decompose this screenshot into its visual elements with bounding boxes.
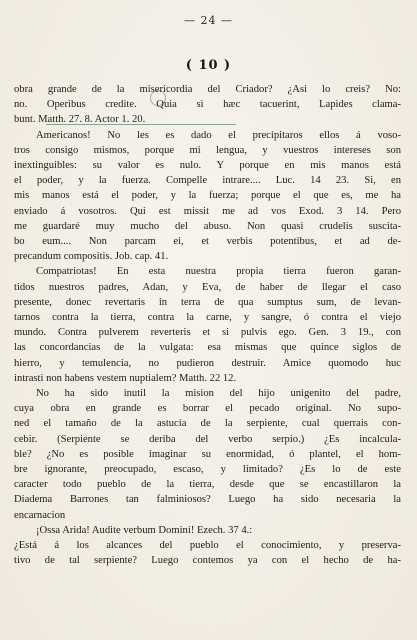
- text-line: inextinguibles: su valor es nulo. Y porque en mis manos está: [14, 160, 401, 172]
- text-line: Compatriotas! En esta nuestra propia tierra fueron garan-: [36, 266, 401, 278]
- text-line: tros consigo mismos, porque mi lengua, y vuestros intereses son: [14, 144, 401, 156]
- text-line: tidos nuestros padres, Adan, y Eva, de haber de llegar el caso: [14, 281, 401, 293]
- text-line: No ha sido inutil la mision del hijo unigenito del padre,: [36, 388, 401, 400]
- running-folio: — 24 —: [184, 14, 233, 27]
- text-line: el poder, y la fuerza. Compelle intrare.... Luc. 14 23. Si, en: [14, 175, 401, 187]
- page-number: ( 10 ): [185, 58, 232, 73]
- text-line: cebir. (Serpiente se deriba del verbo serpio.) ¿Es incalcula-: [14, 433, 401, 445]
- text-line: hierro, y temulencia, no pudieron destruir. Amice quomodo huc: [14, 357, 401, 369]
- text-line: encarnacion: [14, 509, 66, 521]
- text-line: enviado á vosotros. Qui est missit me ad vos Exod. 3 14. Pero: [14, 205, 401, 217]
- text-line: me guardaré muy mucho del abuso. Non quasi crudelis suscita-: [14, 220, 401, 232]
- text-line: obra grande de la misericordia del Criador? ¿Asi lo creis? No:: [14, 84, 401, 95]
- text-line: bunt. Matth. 27. 8. Actor 1. 20.: [14, 114, 146, 126]
- text-line: ¡Ossa Arida! Audite verbum Domini! Ezech. 37 4.:: [36, 524, 253, 536]
- text-line: ned el tamaño de la astucia de la serpiente, cual querrais con-: [14, 418, 401, 430]
- text-line: Diadema Barrones tan falminiosos? Luego ha sido necesaria la: [14, 494, 401, 506]
- text-line: tivo de tal serpiente? Luego contemos ya con el hecho de ha-: [14, 555, 401, 567]
- text-line: ¿Está á los alcances del pueblo el conocimiento, y preserva-: [14, 540, 401, 552]
- text-line: bo eum.... Non parcam ei, et verbis potentibus, et ad de-: [14, 236, 401, 248]
- text-line: cuya obra en grande es borrar el pecado original. No supo-: [14, 403, 401, 415]
- text-line: mis manos está el poder, y la fuerza; porque el que es, me ha: [14, 190, 401, 202]
- text-line: presente, donec revertaris in terra de qua sumptus sum, de levan-: [14, 296, 401, 308]
- text-line: bre ignorante, preocupado, escaso, y limitado? ¿Es lo de este: [14, 464, 401, 476]
- text-line: tarnos contra la tierra, contra la carne, y sangre, ó contra el viejo: [14, 312, 401, 324]
- body-text: [14, 82, 401, 569]
- text-line: ble? ¿No es posible imaginar su enormidad, ó plantel, el hom-: [14, 448, 401, 460]
- text-line: precandum compositis. Job. cap. 41.: [14, 251, 169, 263]
- text-line: las concordancias de la vulgata: esa mismas que quince siglos de: [14, 342, 401, 354]
- text-line: Americanos! No les es dado el precipitaros ellos á voso-: [36, 129, 401, 141]
- text-line: mundo. Contra pulverem reverteris et si pulvis ego. Gen. 3 19., con: [14, 327, 401, 339]
- text-line: no. Operibus credite. Quia si hæc tacuerint, Lapides clama-: [14, 99, 401, 111]
- text-line: caracter todo pueblo de la tierra, desde que se encastillaron la: [14, 479, 401, 491]
- text-line: intrasti non habens vestem nuptialem? Matth. 22 12.: [14, 372, 237, 384]
